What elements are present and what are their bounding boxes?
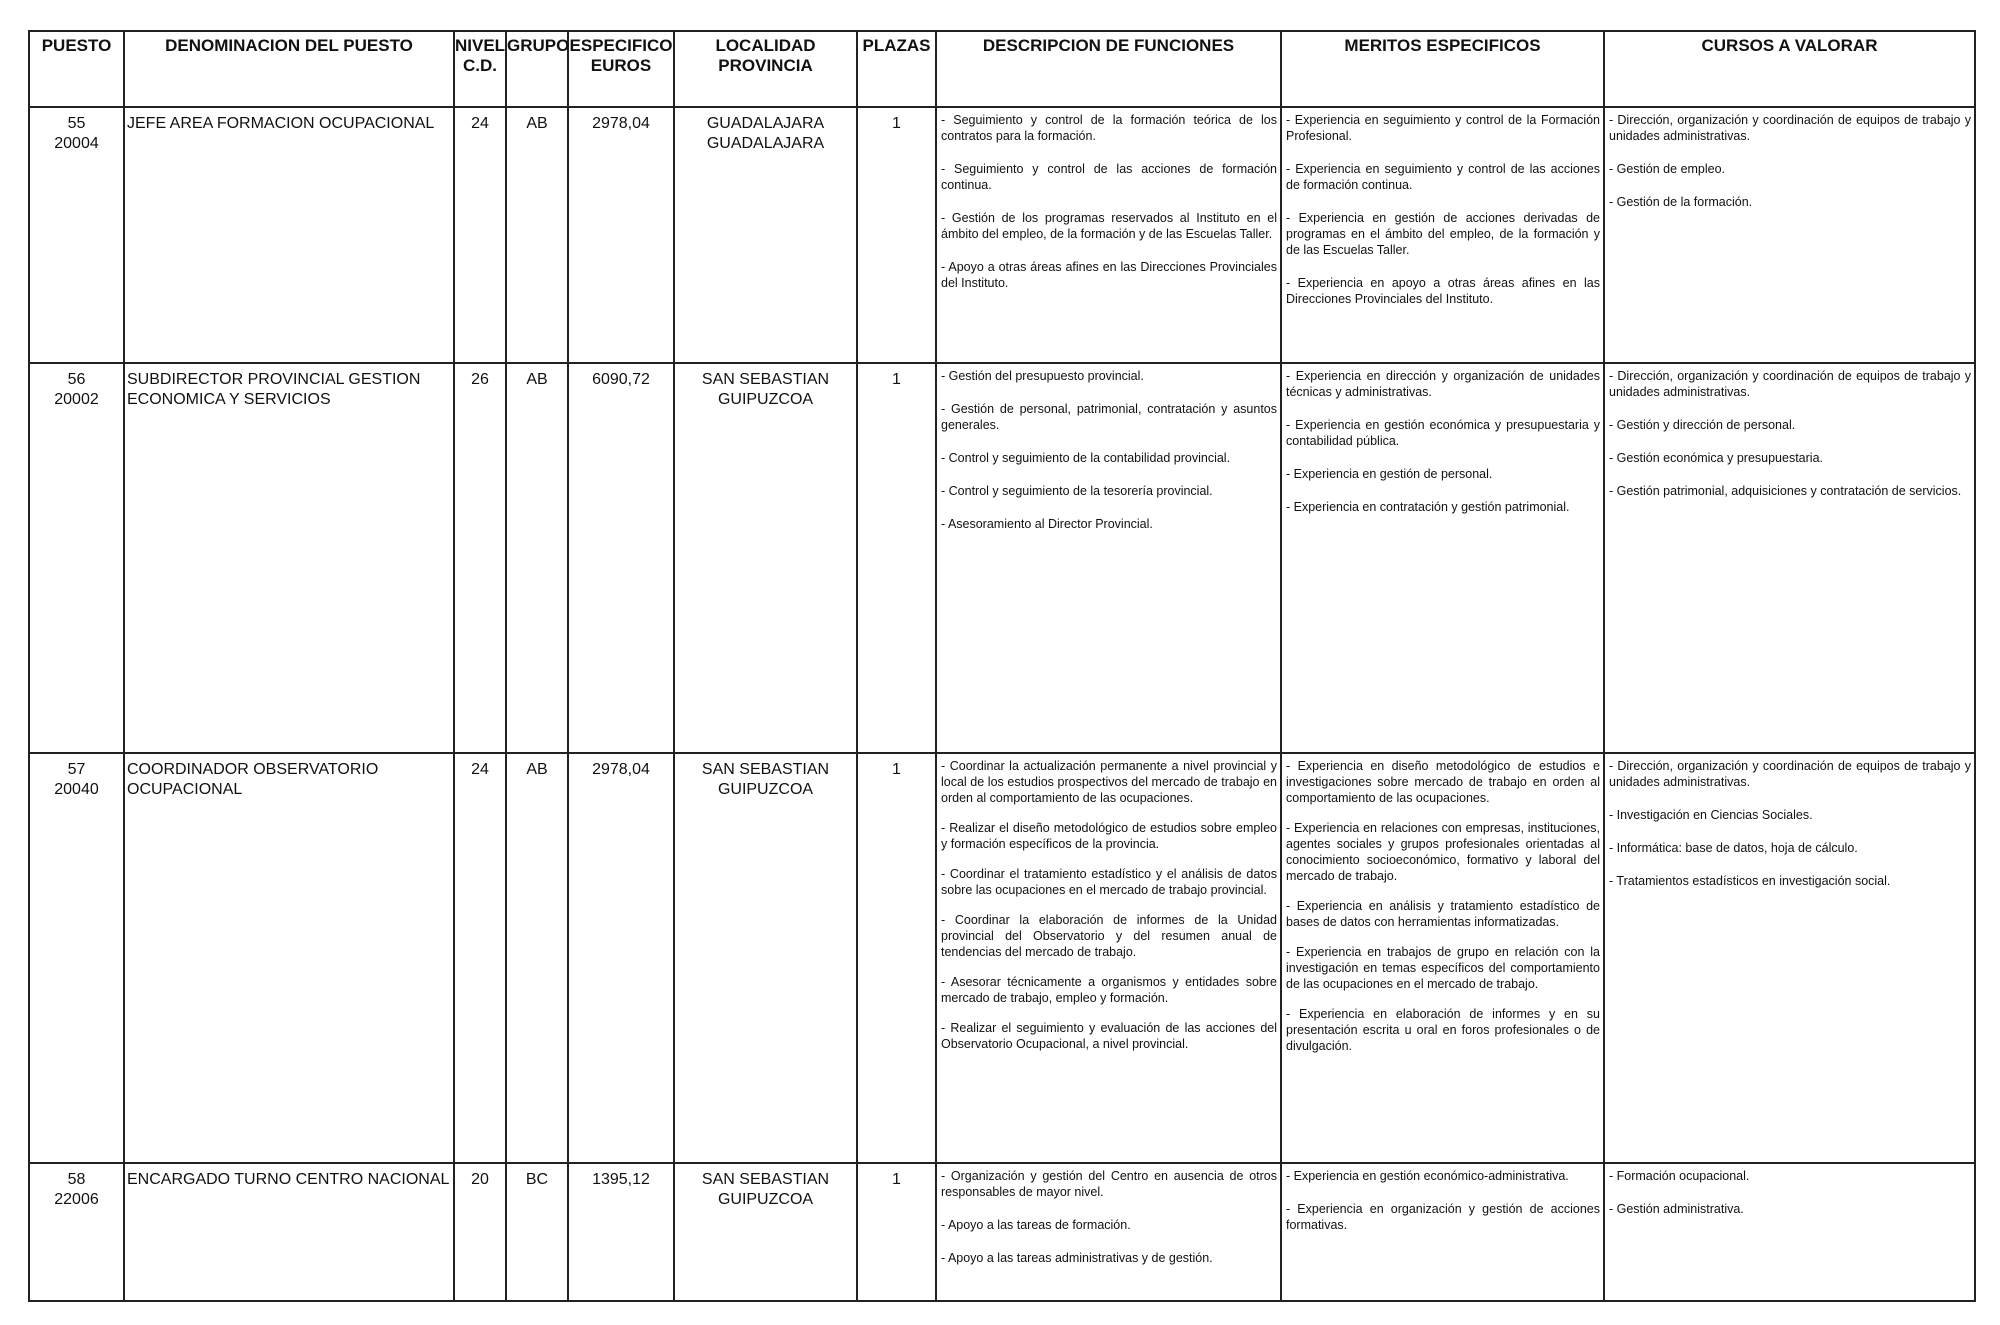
plazas-cell: 1	[857, 1163, 936, 1301]
especifico-cell: 2978,04	[568, 107, 674, 363]
curso-item: - Dirección, organización y coordinación de equipos de trabajo y unidades administrativas.	[1609, 369, 1971, 399]
grupo-cell: AB	[506, 753, 568, 1163]
header-plazas: PLAZAS	[857, 31, 936, 107]
meritos-cell	[1281, 753, 1604, 1163]
header-nivel: NIVEL C.D.	[454, 31, 506, 107]
denominacion-cell: JEFE AREA FORMACION OCUPACIONAL	[124, 107, 454, 363]
merito-item: - Experiencia en análisis y tratamiento estadístico de bases de datos con herramientas informatizadas.	[1286, 899, 1600, 929]
puesto-cell	[29, 1163, 124, 1301]
puesto-code: 20004	[54, 135, 99, 152]
denominacion-cell: COORDINADOR OBSERVATORIO OCUPACIONAL	[124, 753, 454, 1163]
funcion-item: - Organización y gestión del Centro en ausencia de otros responsables de mayor nivel.	[941, 1169, 1277, 1199]
merito-item: - Experiencia en contratación y gestión patrimonial.	[1286, 500, 1570, 514]
nivel-cell: 20	[454, 1163, 506, 1301]
curso-item: - Gestión económica y presupuestaria.	[1609, 451, 1823, 465]
grupo-cell: AB	[506, 363, 568, 753]
localidad-text: SAN SEBASTIAN	[701, 761, 830, 778]
table-row	[29, 363, 1975, 753]
funcion-item: - Apoyo a las tareas de formación.	[941, 1218, 1131, 1232]
merito-item: - Experiencia en seguimiento y control de las acciones de formación continua.	[1286, 162, 1600, 192]
funcion-item: - Asesoramiento al Director Provincial.	[941, 517, 1153, 531]
grupo-cell: AB	[506, 107, 568, 363]
merito-item: - Experiencia en dirección y organización de unidades técnicas y administrativas.	[1286, 369, 1600, 399]
merito-item: - Experiencia en gestión de personal.	[1286, 467, 1493, 481]
puesto-code: 22006	[54, 1191, 99, 1208]
funcion-item: - Seguimiento y control de la formación teórica de los contratos para la formación.	[941, 113, 1277, 143]
curso-item: - Investigación en Ciencias Sociales.	[1609, 808, 1813, 822]
curso-item: - Informática: base de datos, hoja de cálculo.	[1609, 841, 1858, 855]
header-meritos: MERITOS ESPECIFICOS	[1281, 31, 1604, 107]
header-puesto: PUESTO	[29, 31, 124, 107]
puesto-cell	[29, 363, 124, 753]
nivel-cell: 24	[454, 107, 506, 363]
curso-item: - Tratamientos estadísticos en investigación social.	[1609, 874, 1891, 888]
cursos-cell	[1604, 753, 1975, 1163]
funcion-item: - Coordinar el tratamiento estadístico y el análisis de datos sobre las ocupaciones en el mercado de trabajo provincial.	[941, 867, 1277, 897]
merito-item: - Experiencia en apoyo a otras áreas afines en las Direcciones Provinciales del Instituto.	[1286, 276, 1600, 306]
plazas-cell: 1	[857, 363, 936, 753]
localidad-cell	[674, 363, 857, 753]
funcion-item: - Gestión de los programas reservados al Instituto en el ámbito del empleo, de la formación y de las Escuelas Taller.	[941, 211, 1277, 241]
meritos-cell	[1281, 363, 1604, 753]
grupo-cell: BC	[506, 1163, 568, 1301]
provincia-text: GUIPUZCOA	[717, 391, 814, 408]
especifico-cell: 6090,72	[568, 363, 674, 753]
curso-item: - Dirección, organización y coordinación de equipos de trabajo y unidades administrativas.	[1609, 113, 1971, 143]
table-row	[29, 1163, 1975, 1301]
curso-item: - Formación ocupacional.	[1609, 1169, 1750, 1183]
plazas-cell: 1	[857, 107, 936, 363]
merito-item: - Experiencia en gestión económica y presupuestaria y contabilidad pública.	[1286, 418, 1600, 448]
meritos-cell	[1281, 107, 1604, 363]
header-denominacion: DENOMINACION DEL PUESTO	[124, 31, 454, 107]
provincia-text: GUIPUZCOA	[717, 1191, 814, 1208]
funcion-item: - Control y seguimiento de la tesorería provincial.	[941, 484, 1213, 498]
job-positions-table	[28, 30, 1976, 1302]
merito-item: - Experiencia en gestión económico-administrativa.	[1286, 1169, 1569, 1183]
funcion-item: - Realizar el seguimiento y evaluación de las acciones del Observatorio Ocupacional, a nivel provincial.	[941, 1021, 1277, 1051]
header-especifico: ESPECIFICO EUROS	[568, 31, 674, 107]
merito-item: - Experiencia en diseño metodológico de estudios e investigaciones sobre mercado de trabajo en orden al comportamiento de las ocupaciones.	[1286, 759, 1600, 805]
puesto-cell	[29, 753, 124, 1163]
funciones-cell	[936, 1163, 1281, 1301]
localidad-cell	[674, 753, 857, 1163]
nivel-cell: 26	[454, 363, 506, 753]
merito-item: - Experiencia en elaboración de informes y en su presentación escrita u oral en foros profesionales o de divulgación.	[1286, 1007, 1600, 1053]
merito-item: - Experiencia en seguimiento y control de la Formación Profesional.	[1286, 113, 1600, 143]
puesto-number: 57	[67, 761, 86, 778]
nivel-cell: 24	[454, 753, 506, 1163]
funciones-cell	[936, 363, 1281, 753]
merito-item: - Experiencia en organización y gestión de acciones formativas.	[1286, 1202, 1600, 1232]
funcion-item: - Control y seguimiento de la contabilidad provincial.	[941, 451, 1231, 465]
funcion-item: - Realizar el diseño metodológico de estudios sobre empleo y formación específicos de la provincia.	[941, 821, 1277, 851]
curso-item: - Gestión de la formación.	[1609, 195, 1753, 209]
provincia-text: GUADALAJARA	[706, 135, 825, 152]
curso-item: - Gestión patrimonial, adquisiciones y contratación de servicios.	[1609, 484, 1962, 498]
localidad-cell	[674, 1163, 857, 1301]
funcion-item: - Apoyo a las tareas administrativas y de gestión.	[941, 1251, 1213, 1265]
localidad-text: GUADALAJARA	[706, 115, 825, 132]
cursos-cell	[1604, 1163, 1975, 1301]
funcion-item: - Asesorar técnicamente a organismos y entidades sobre mercado de trabajo, empleo y formación.	[941, 975, 1277, 1005]
curso-item: - Gestión de empleo.	[1609, 162, 1726, 176]
merito-item: - Experiencia en gestión de acciones derivadas de programas en el ámbito del empleo, de la formación y de las Escuelas Taller.	[1286, 211, 1600, 257]
funcion-item: - Coordinar la elaboración de informes de la Unidad provincial del Observatorio y del resumen anual de tendencias del mercado de trabajo.	[941, 913, 1277, 959]
cursos-cell	[1604, 363, 1975, 753]
funcion-item: - Seguimiento y control de las acciones de formación continua.	[941, 162, 1277, 192]
funcion-item: - Apoyo a otras áreas afines en las Direcciones Provinciales del Instituto.	[941, 260, 1277, 290]
header-funciones: DESCRIPCION DE FUNCIONES	[936, 31, 1281, 107]
denominacion-cell: SUBDIRECTOR PROVINCIAL GESTION ECONOMICA Y SERVICIOS	[124, 363, 454, 753]
puesto-code: 20040	[54, 781, 99, 798]
cursos-cell	[1604, 107, 1975, 363]
table-row	[29, 753, 1975, 1163]
provincia-text: GUIPUZCOA	[717, 781, 814, 798]
funciones-cell	[936, 753, 1281, 1163]
header-grupo: GRUPO	[506, 31, 568, 107]
localidad-text: SAN SEBASTIAN	[701, 371, 830, 388]
header-localidad: LOCALIDAD PROVINCIA	[674, 31, 857, 107]
table-header-row	[29, 31, 1975, 107]
curso-item: - Gestión administrativa.	[1609, 1202, 1744, 1216]
plazas-cell: 1	[857, 753, 936, 1163]
puesto-number: 55	[67, 115, 86, 132]
document-page	[28, 30, 1974, 1302]
especifico-cell: 1395,12	[568, 1163, 674, 1301]
table-row	[29, 107, 1975, 363]
puesto-cell	[29, 107, 124, 363]
funcion-item: - Coordinar la actualización permanente a nivel provincial y local de los estudios prospectivos del mercado de trabajo en orden al comportamiento de las ocupaciones.	[941, 759, 1277, 805]
curso-item: - Dirección, organización y coordinación de equipos de trabajo y unidades administrativas.	[1609, 759, 1971, 789]
merito-item: - Experiencia en relaciones con empresas, instituciones, agentes sociales y grupos profesionales orientadas al conocimiento socioeconómico, formativo y laboral del mercado de trabajo.	[1286, 821, 1600, 883]
puesto-number: 56	[67, 371, 86, 388]
localidad-text: SAN SEBASTIAN	[701, 1171, 830, 1188]
denominacion-cell: ENCARGADO TURNO CENTRO NACIONAL	[124, 1163, 454, 1301]
puesto-number: 58	[67, 1171, 86, 1188]
curso-item: - Gestión y dirección de personal.	[1609, 418, 1796, 432]
header-cursos: CURSOS A VALORAR	[1604, 31, 1975, 107]
merito-item: - Experiencia en trabajos de grupo en relación con la investigación en temas específicos del comportamiento de las ocupaciones en el mercado de trabajo.	[1286, 945, 1600, 991]
localidad-cell	[674, 107, 857, 363]
funciones-cell	[936, 107, 1281, 363]
puesto-code: 20002	[54, 391, 99, 408]
funcion-item: - Gestión del presupuesto provincial.	[941, 369, 1144, 383]
especifico-cell: 2978,04	[568, 753, 674, 1163]
funcion-item: - Gestión de personal, patrimonial, contratación y asuntos generales.	[941, 402, 1277, 432]
meritos-cell	[1281, 1163, 1604, 1301]
